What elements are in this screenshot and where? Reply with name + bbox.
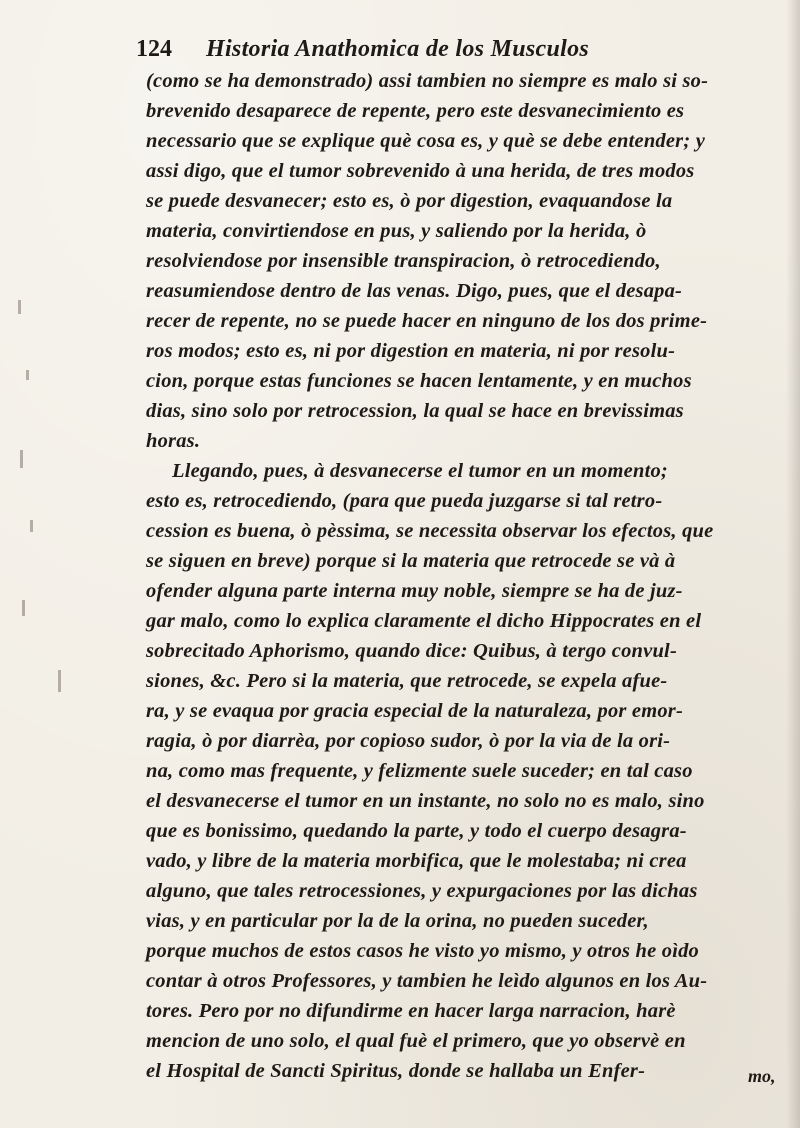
text-line: ra, y se evaqua por gracia especial de la naturaleza, por emor- xyxy=(146,700,684,722)
ink-mark xyxy=(26,370,29,380)
text-line: siones, &c. Pero si la materia, que retrocede, se expela afue- xyxy=(146,670,668,692)
ink-mark xyxy=(30,520,33,532)
text-line: ros modos; esto es, ni por digestion en materia, ni por resolu- xyxy=(146,340,676,362)
text-line: alguno, que tales retrocessiones, y expurgaciones por las dichas xyxy=(146,880,698,902)
text-line: brevenido desaparece de repente, pero este desvanecimiento es xyxy=(146,100,685,122)
text-line: ragia, ò por diarrèa, por copioso sudor, ò por la via de la ori- xyxy=(146,730,671,752)
text-line: se puede desvanecer; esto es, ò por digestion, evaquandose la xyxy=(146,190,673,212)
text-line: tores. Pero por no difundirme en hacer larga narracion, harè xyxy=(146,1000,676,1022)
ink-mark xyxy=(58,670,61,692)
text-line: cession es buena, ò pèssima, se necessita observar los efectos, que xyxy=(146,520,714,542)
page-header xyxy=(136,28,696,68)
page-number: 124 xyxy=(136,36,172,62)
text-line: gar malo, como lo explica claramente el dicho Hippocrates en el xyxy=(146,610,702,632)
running-title: Historia Anathomica de los Musculos xyxy=(206,36,590,62)
text-line: necessario que se explique què cosa es, y què se debe entender; y xyxy=(146,130,705,152)
text-line: contar à otros Professores, y tambien he leìdo algunos en los Au- xyxy=(146,970,708,992)
text-line: resolviendose por insensible transpiracion, ò retrocediendo, xyxy=(146,250,661,272)
text-line: assi digo, que el tumor sobrevenido à una herida, de tres modos xyxy=(146,160,695,182)
text-line: dias, sino solo por retrocession, la qual se hace en brevissimas xyxy=(146,400,684,422)
text-line: cion, porque estas funciones se hacen lentamente, y en muchos xyxy=(146,370,692,392)
margin-ink-marks xyxy=(0,280,70,740)
text-line: (como se ha demonstrado) assi tambien no siempre es malo si so- xyxy=(146,70,709,92)
text-line: vias, y en particular por la de la orina, no pueden suceder, xyxy=(146,910,649,932)
text-line: reasumiendose dentro de las venas. Digo, pues, que el desapa- xyxy=(146,280,683,302)
text-line: recer de repente, no se puede hacer en ninguno de los dos prime- xyxy=(146,310,708,332)
text-line: mencion de uno solo, el qual fuè el primero, que yo observè en xyxy=(146,1030,686,1052)
ink-mark xyxy=(18,300,21,314)
text-line: na, como mas frequente, y felizmente suele suceder; en tal caso xyxy=(146,760,693,782)
text-line: se siguen en breve) porque si la materia que retrocede se và à xyxy=(146,550,676,572)
text-line: el Hospital de Sancti Spiritus, donde se hallaba un Enfer- xyxy=(146,1060,646,1082)
text-line: horas. xyxy=(146,430,201,452)
catchword: mo, xyxy=(748,1066,776,1086)
paragraph-start-line: Llegando, pues, à desvanecerse el tumor en un momento; xyxy=(172,460,668,482)
text-line: vado, y libre de la materia morbifica, que le molestaba; ni crea xyxy=(146,850,687,872)
text-line: que es bonissimo, quedando la parte, y todo el cuerpo desagra- xyxy=(146,820,687,842)
text-line: sobrecitado Aphorismo, quando dice: Quibus, à tergo convul- xyxy=(146,640,677,662)
text-line: ofender alguna parte interna muy noble, siempre se ha de juz- xyxy=(146,580,683,602)
text-line: el desvanecerse el tumor en un instante, no solo no es malo, sino xyxy=(146,790,705,812)
ink-mark xyxy=(20,450,23,468)
text-line: porque muchos de estos casos he visto yo mismo, y otros he oìdo xyxy=(146,940,700,962)
page-edge-shadow xyxy=(786,0,800,1128)
ink-mark xyxy=(22,600,25,616)
text-line: materia, convirtiendose en pus, y saliendo por la herida, ò xyxy=(146,220,647,242)
text-line: esto es, retrocediendo, (para que pueda juzgarse si tal retro- xyxy=(146,490,663,512)
